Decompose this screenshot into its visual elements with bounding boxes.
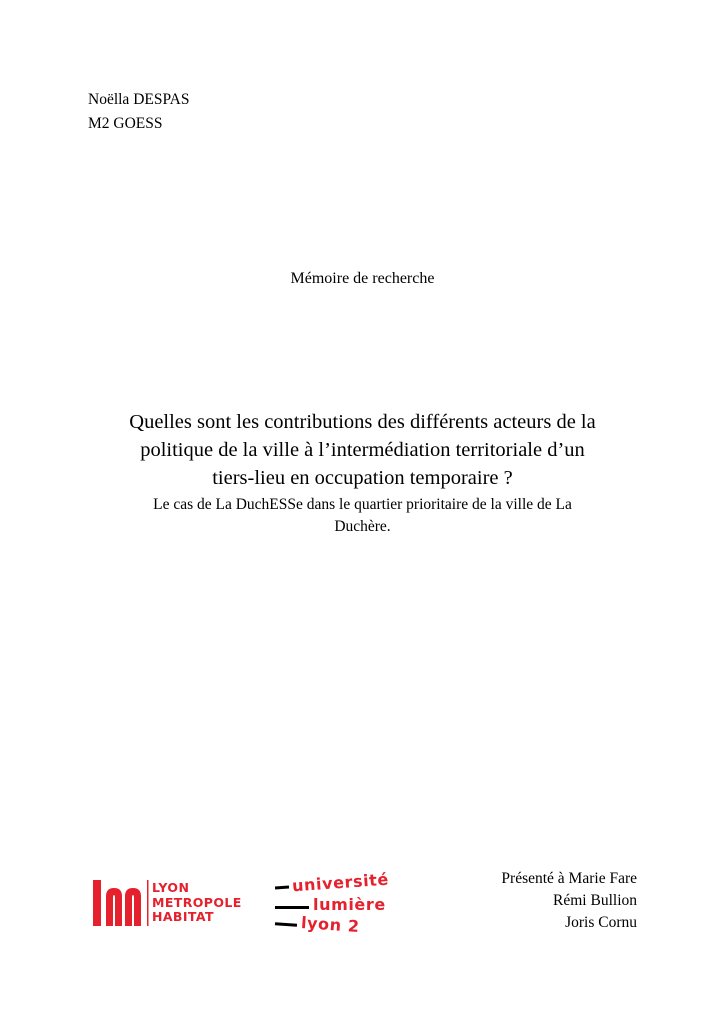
presented-line: Présenté à Marie Fare	[501, 870, 637, 887]
author-program: M2 GOESS	[88, 115, 163, 132]
author-name: Noëlla DESPAS	[88, 91, 190, 108]
author-block	[88, 88, 189, 136]
universite-lyon2-logo	[273, 866, 418, 942]
title-block	[95, 408, 630, 538]
subtitle-line: Le cas de La DuchESSe dans le quartier prioritaire de la ville de La	[153, 496, 572, 513]
lmh-wordmark	[152, 881, 242, 925]
title-line: Quelles sont les contributions des différents acteurs de la	[129, 411, 596, 433]
lmh-line: LYON	[152, 880, 190, 895]
presented-line: Joris Cornu	[565, 914, 637, 931]
main-title	[95, 408, 630, 492]
ul2-line: lyon 2	[300, 912, 361, 937]
lyon-metropole-habitat-logo	[92, 876, 262, 928]
lmh-line: METROPOLE	[152, 894, 242, 910]
ul2-dash	[275, 922, 297, 926]
presented-to-block	[501, 868, 637, 934]
title-line: tiers-lieu en occupation temporaire ?	[212, 467, 513, 489]
ul2-line: lumière	[313, 895, 386, 914]
lmh-line: HABITAT	[152, 909, 214, 924]
presented-line: Rémi Bullion	[553, 892, 637, 909]
ul2-dash	[275, 906, 309, 909]
document-type: Mémoire de recherche	[290, 270, 435, 287]
ul2-dash	[275, 886, 289, 889]
title-line: politique de la ville à l’intermédiation territoriale d’un	[140, 439, 585, 461]
ul2-line: université	[291, 869, 390, 896]
subtitle-line: Duchère.	[334, 518, 391, 535]
lmh-mark-icon	[92, 876, 150, 928]
subtitle	[95, 494, 630, 538]
